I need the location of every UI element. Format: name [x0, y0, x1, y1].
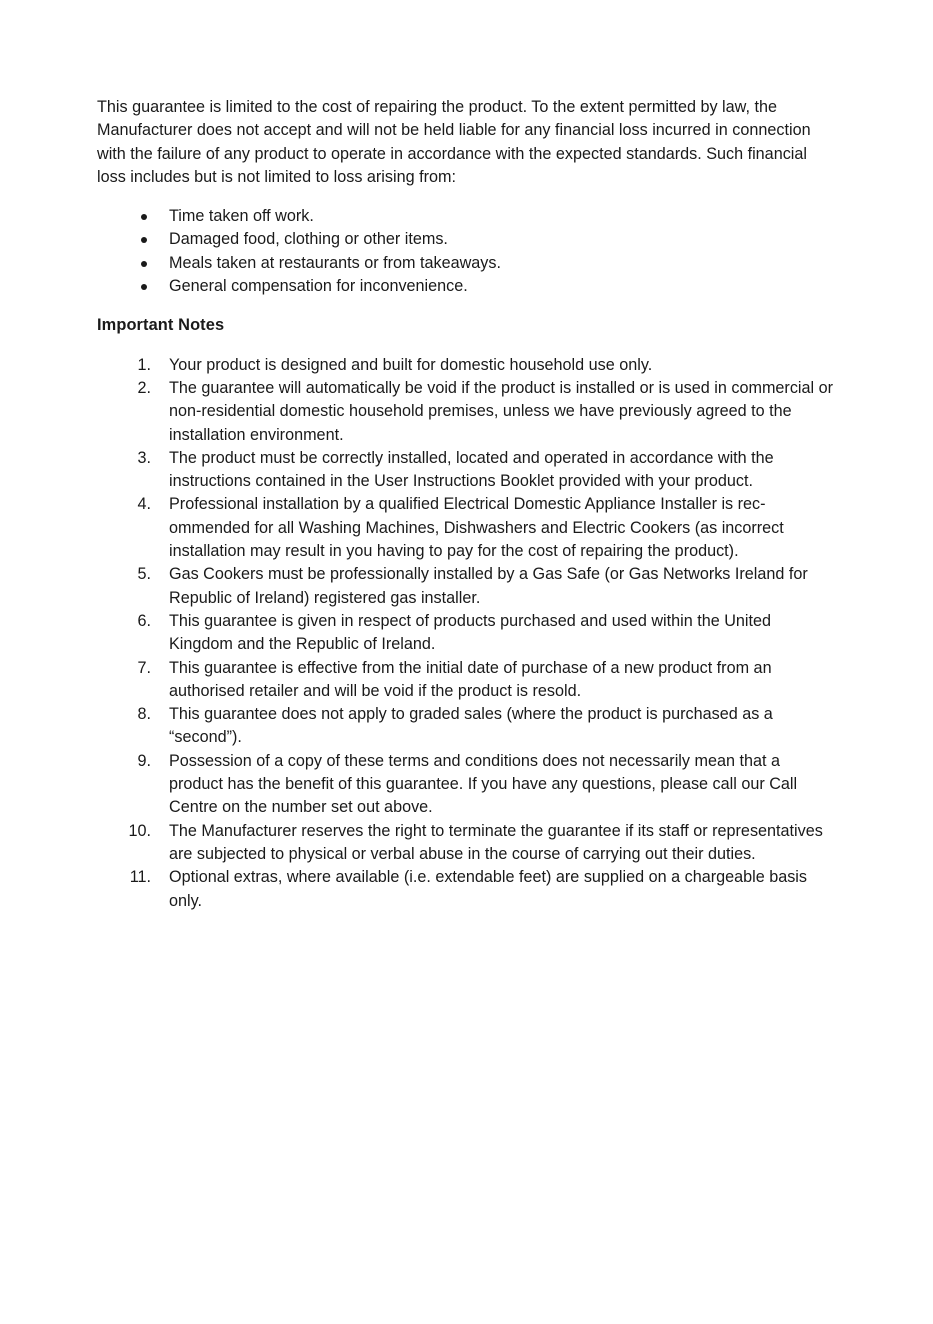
note-number: 10. — [128, 821, 151, 840]
section-heading: Important Notes — [97, 316, 225, 335]
note-item — [97, 657, 837, 704]
note-number: 7. — [137, 658, 151, 677]
note-item — [97, 750, 837, 820]
notes-list — [97, 354, 842, 913]
note-item — [97, 447, 837, 494]
note-text: The product must be correctly installed, located and operated in accordance with the instructions contained in the User Instructions Booklet provided with your product. — [169, 448, 774, 491]
bullet-icon — [141, 261, 147, 267]
note-number: 9. — [137, 751, 151, 770]
note-item — [97, 703, 837, 750]
bullet-icon — [141, 237, 147, 243]
note-number: 2. — [137, 378, 151, 397]
list-item: Damaged food, clothing or other items. — [97, 228, 842, 251]
note-item — [97, 354, 837, 377]
note-text: The Manufacturer reserves the right to terminate the guarantee if its staff or representatives are subjected to physical or verbal abuse in the course of carrying out their duties. — [169, 821, 823, 863]
document-page — [97, 96, 842, 913]
note-number: 5. — [137, 565, 151, 584]
list-item: Meals taken at restaurants or from takeaways. — [97, 252, 842, 275]
note-number: 1. — [137, 355, 151, 374]
note-text: Gas Cookers must be professionally installed by a Gas Safe (or Gas Networks Ireland for Republic of Ireland) registered gas installer. — [169, 565, 808, 607]
note-text: The guarantee will automatically be void if the product is installed or is used in commercial or non-residential domestic household premises, unless we have previously agreed to the installation environment. — [169, 378, 834, 444]
bullet-icon — [141, 214, 147, 220]
note-number: 6. — [137, 611, 151, 630]
note-number: 3. — [137, 448, 151, 467]
note-item — [97, 866, 837, 913]
note-text: Optional extras, where available (i.e. extendable feet) are supplied on a chargeable basis only. — [169, 868, 807, 910]
note-number: 11. — [129, 868, 151, 887]
note-item — [97, 377, 837, 447]
list-item: General compensation for inconvenience. — [97, 275, 842, 298]
intro-paragraph: This guarantee is limited to the cost of repairing the product. To the extent permitted by law, the Manufacturer does not accept and will not be held liable for any financial loss incurred in connection with the failure of any product to operate in accordance with the expected standards. Such financial loss includes but is not limited to loss arising from: — [97, 98, 811, 186]
note-number: 4. — [137, 495, 151, 514]
note-text: Professional installation by a qualified Electrical Domestic Appliance Installer is recommended for all Washing Machines, Dishwashers and Electric Cookers (as incorrect installation may result in you having to pay for the cost of repairing the product). — [169, 495, 784, 561]
note-number: 8. — [137, 705, 151, 724]
note-text: Possession of a copy of these terms and conditions does not necessarily mean that a product has the benefit of this guarantee. If you have any questions, please call our Call Centre on the number set out above. — [169, 751, 798, 817]
list-item: Time taken off work. — [97, 205, 842, 228]
loss-list — [97, 205, 842, 298]
note-item — [97, 610, 837, 657]
note-item — [97, 493, 837, 563]
note-item — [97, 563, 837, 610]
note-text: This guarantee is given in respect of products purchased and used within the United Kingdom and the Republic of Ireland. — [169, 611, 771, 654]
note-text: This guarantee is effective from the initial date of purchase of a new product from an authorised retailer and will be void if the product is resold. — [169, 658, 772, 700]
bullet-icon — [141, 284, 147, 290]
note-text: This guarantee does not apply to graded sales (where the product is purchased as a “second”). — [169, 705, 773, 747]
note-text: Your product is designed and built for domestic household use only. — [169, 355, 653, 374]
note-item — [97, 820, 837, 867]
